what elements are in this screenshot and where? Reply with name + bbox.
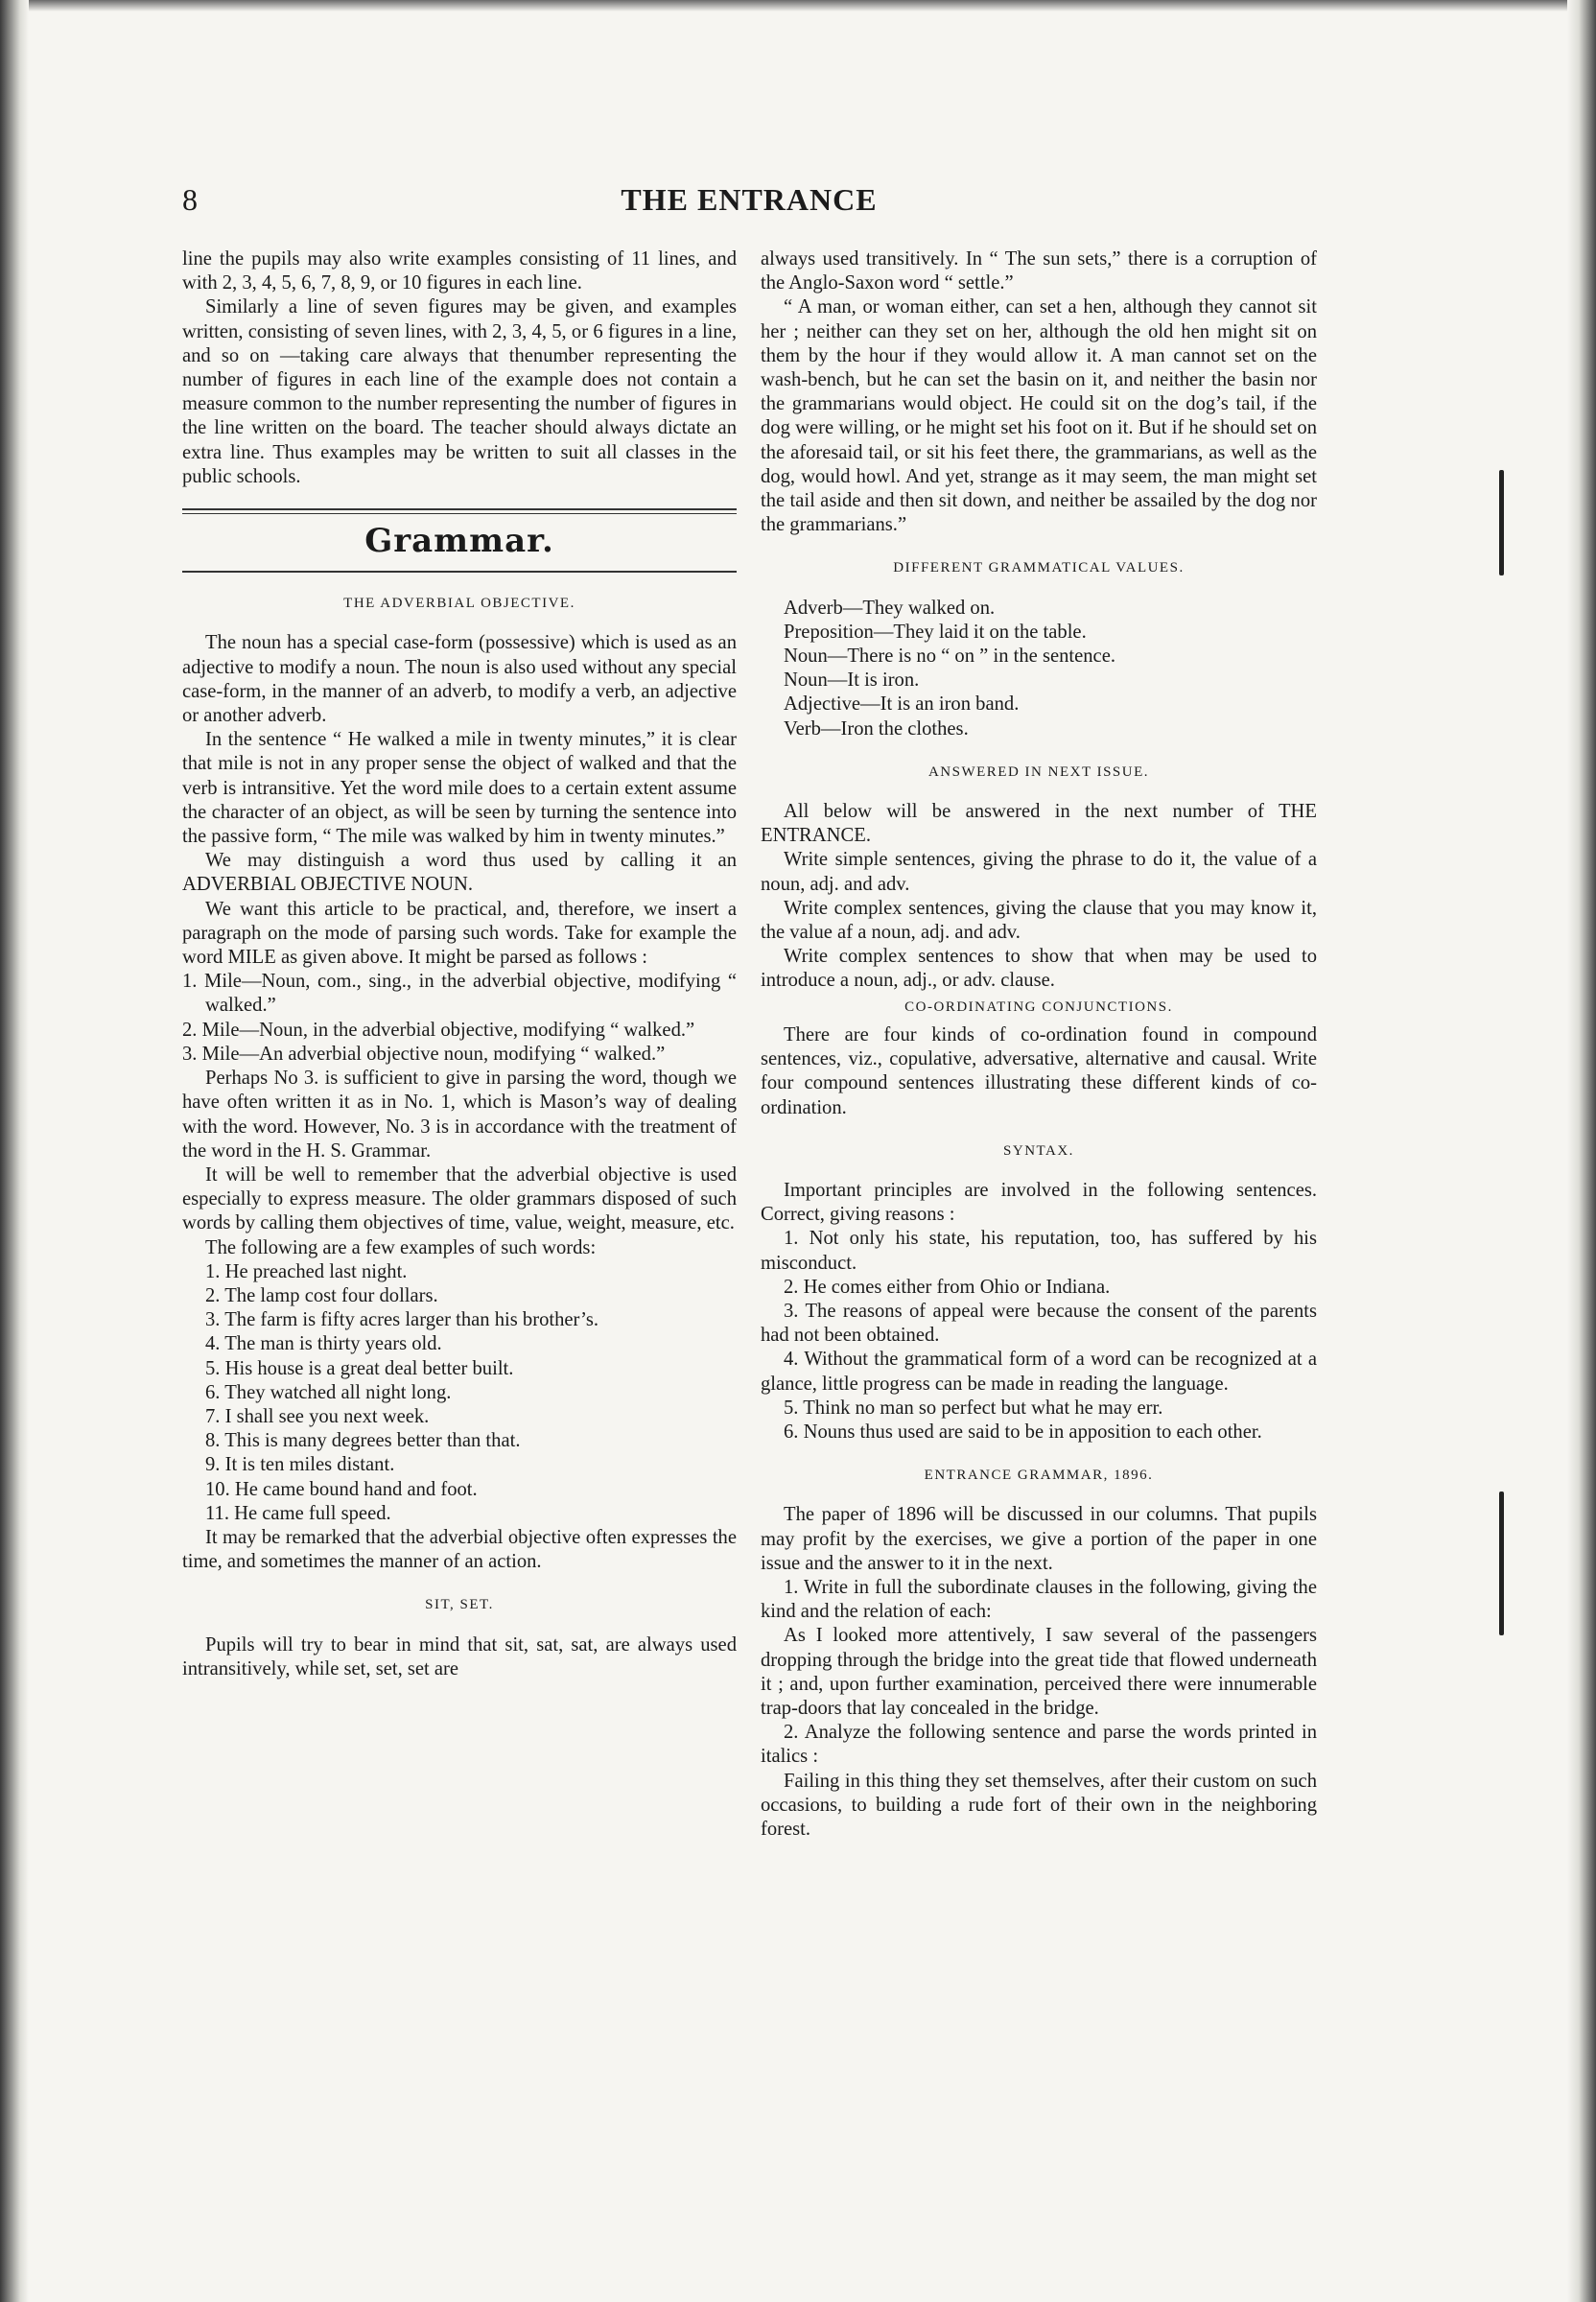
paragraph: Perhaps No 3. is sufficient to give in parsing the word, though we have often written it as in No. 1, which is Mason’s way of dealing with the word. However, No. 3 is in accordance with the treatment of the word in the H. S. Grammar. xyxy=(182,1068,737,1162)
parse-item: 1. Mile—Noun, com., sing., in the adverbial objective, modifying “ walked.” xyxy=(182,971,737,1017)
list-item: 5. Think no man so perfect but what he may err. xyxy=(784,1397,1163,1419)
list-item: 7. I shall see you next week. xyxy=(205,1405,430,1427)
list-item: 1. He preached last night. xyxy=(205,1260,408,1282)
paragraph: There are four kinds of co-ordination found in compound sentences, viz., copulative, adversative, alternative and causal. Write four compound sentences illustrating these different kinds of co-ordination. xyxy=(761,1023,1317,1118)
subheading: ANSWERED IN NEXT ISSUE. xyxy=(927,763,1150,780)
paragraph: In the sentence “ He walked a mile in twenty minutes,” it is clear that mile is not in any proper sense the object of walked and that the verb is intransitive. Yet the word mile does to a certain extent assume the character of an object, as will be seen by turning the sentence into the passive form, “ The mile was walked by him in twenty minutes.” xyxy=(182,729,737,848)
list-item: Preposition—They laid it on the table. xyxy=(784,621,1087,643)
binding-mark xyxy=(1499,1492,1504,1635)
subheading: ENTRANCE GRAMMAR, 1896. xyxy=(924,1468,1154,1484)
subheading: SIT, SET. xyxy=(425,1597,494,1613)
list-item: Adjective—It is an iron band. xyxy=(784,693,1020,716)
right-column xyxy=(761,247,1317,1842)
section-divider xyxy=(182,571,737,573)
page-left-edge xyxy=(0,0,29,2302)
list-item: 11. He came full speed. xyxy=(205,1502,391,1524)
parse-item: 3. Mile—An adverbial objective noun, modifying “ walked.” xyxy=(182,1043,666,1065)
paragraph: always used transitively. In “ The sun sets,” there is a corruption of the Anglo-Saxon word “ settle.” xyxy=(761,248,1317,294)
paragraph: Similarly a line of seven figures may be given, and examples written, consisting of seven lines, with 2, 3, 4, 5, or 6 figures in a line, and so on —taking care always that thenumber representing the number of figures in each line of the example does not contain a measure common to the number representing the number of figures in the line written on the board. The teacher should always dictate an extra line. Thus examples may be written to suit all classes in the public schools. xyxy=(182,296,737,487)
values-list xyxy=(761,597,1317,741)
list-item: Adverb—They walked on. xyxy=(784,597,996,619)
list-item: 6. They watched all night long. xyxy=(205,1381,452,1403)
list-item: 10. He came bound hand and foot. xyxy=(205,1478,478,1500)
page-top-edge xyxy=(0,0,1596,12)
page-header xyxy=(178,182,1320,224)
paragraph: “ A man, or woman either, can set a hen, although they cannot sit her ; neither can they set on her, although the old hen might sit on them by the hour if they would allow it. A man cannot set on the wash-bench, but he can set the basin on it, and neither the basin nor the grammarians would object. He could sit on the dog’s tail, if the dog were willing, or he might set his foot on it. But if he should set on the aforesaid tail, or sit his feet there, the grammarians, as well as the dog, would howl. And yet, strange as it may seem, the man might set the tail aside and then sit down, and neither be assailed by the dog nor the grammarians.” xyxy=(761,296,1317,536)
page-right-edge xyxy=(1567,0,1596,2302)
paragraph: It will be well to remember that the adverbial objective is used especially to express measure. The older grammars disposed of such words by calling them objectives of time, value, weight, measure, etc. xyxy=(182,1163,737,1234)
paragraph: We want this article to be practical, and, therefore, we insert a paragraph on the mode of parsing such words. Take for example the word MILE as given above. It might be parsed as follows : xyxy=(182,898,737,969)
paragraph: We may distinguish a word thus used by calling it an ADVERBIAL OBJECTIVE NOUN. xyxy=(182,850,737,896)
paragraph: Write complex sentences, giving the clause that you may know it, the value af a noun, adj. and adv. xyxy=(761,897,1317,944)
section-divider xyxy=(182,508,737,514)
list-item: 2. He comes either from Ohio or Indiana. xyxy=(784,1276,1111,1298)
paragraph: 2. Analyze the following sentence and parse the words printed in italics : xyxy=(761,1722,1317,1768)
paragraph: The paper of 1896 will be discussed in our columns. That pupils may profit by the exercises, we give a portion of the paper in one issue and the answer to it in the next. xyxy=(761,1504,1317,1574)
list-item: Noun—There is no “ on ” in the sentence. xyxy=(784,646,1115,668)
example-list xyxy=(182,1260,737,1526)
list-item: 1. Not only his state, his reputation, too, has suffered by his misconduct. xyxy=(761,1228,1317,1274)
left-column xyxy=(182,247,737,1681)
page-number: 8 xyxy=(182,182,198,217)
list-item: 4. Without the grammatical form of a word can be recognized at a glance, little progress can be made in reading the language. xyxy=(761,1349,1317,1395)
list-item: 3. The reasons of appeal were because the consent of the parents had not been obtained. xyxy=(761,1300,1317,1347)
binding-mark xyxy=(1499,470,1504,576)
paragraph: Write complex sentences to show that when may be used to introduce a noun, adj., or adv. clause. xyxy=(761,946,1317,992)
list-item: 6. Nouns thus used are said to be in apposition to each other. xyxy=(784,1421,1262,1443)
list-item: 2. The lamp cost four dollars. xyxy=(205,1284,438,1306)
paragraph: Important principles are involved in the following sentences. Correct, giving reasons : xyxy=(761,1179,1317,1226)
list-item: Noun—It is iron. xyxy=(784,669,920,692)
list-item: 3. The farm is fifty acres larger than his brother’s. xyxy=(205,1309,599,1331)
subheading: CO-ORDINATING CONJUNCTIONS. xyxy=(904,998,1173,1015)
list-item: 5. His house is a great deal better built. xyxy=(205,1357,514,1379)
list-item: Verb—Iron the clothes. xyxy=(784,717,969,740)
paragraph: line the pupils may also write examples consisting of 11 lines, and with 2, 3, 4, 5, 6, 7, 8, 9, or 10 figures in each line. xyxy=(182,248,737,294)
running-title: THE ENTRANCE xyxy=(621,182,878,217)
subheading: THE ADVERBIAL OBJECTIVE. xyxy=(343,596,575,612)
paragraph: As I looked more attentively, I saw several of the passengers dropping through the bridge into the great tide that flowed underneath it ; and, upon further examination, perceived there were innumerable trap-doors that lay concealed in the bridge. xyxy=(761,1625,1317,1719)
paragraph: Failing in this thing they set themselves, after their custom on such occasions, to building a rude fort of their own in the neighboring forest. xyxy=(761,1770,1317,1840)
paragraph: All below will be answered in the next number of THE ENTRANCE. xyxy=(761,801,1317,847)
paragraph: 1. Write in full the subordinate clauses in the following, giving the kind and the relation of each: xyxy=(761,1576,1317,1623)
paragraph: Pupils will try to bear in mind that sit, sat, sat, are always used intransitively, while set, set, set are xyxy=(182,1633,737,1680)
subheading: SYNTAX. xyxy=(1003,1142,1074,1159)
list-item: 9. It is ten miles distant. xyxy=(205,1454,395,1476)
list-item: 8. This is many degrees better than that. xyxy=(205,1430,521,1452)
section-title: Grammar. xyxy=(364,522,554,561)
paragraph: It may be remarked that the adverbial objective often expresses the time, and sometimes the manner of an action. xyxy=(182,1526,737,1573)
subheading: DIFFERENT GRAMMATICAL VALUES. xyxy=(893,560,1185,576)
list-item: 4. The man is thirty years old. xyxy=(205,1333,442,1355)
paragraph: The noun has a special case-form (possessive) which is used as an adjective to modify a noun. The noun is also used without any special case-form, in the manner of an adverb, to modify a verb, an adjective or another adverb. xyxy=(182,632,737,727)
parse-item: 2. Mile—Noun, in the adverbial objective, modifying “ walked.” xyxy=(182,1019,695,1041)
paragraph: The following are a few examples of such words: xyxy=(205,1236,597,1258)
paragraph: Write simple sentences, giving the phrase to do it, the value of a noun, adj. and adv. xyxy=(761,849,1317,895)
